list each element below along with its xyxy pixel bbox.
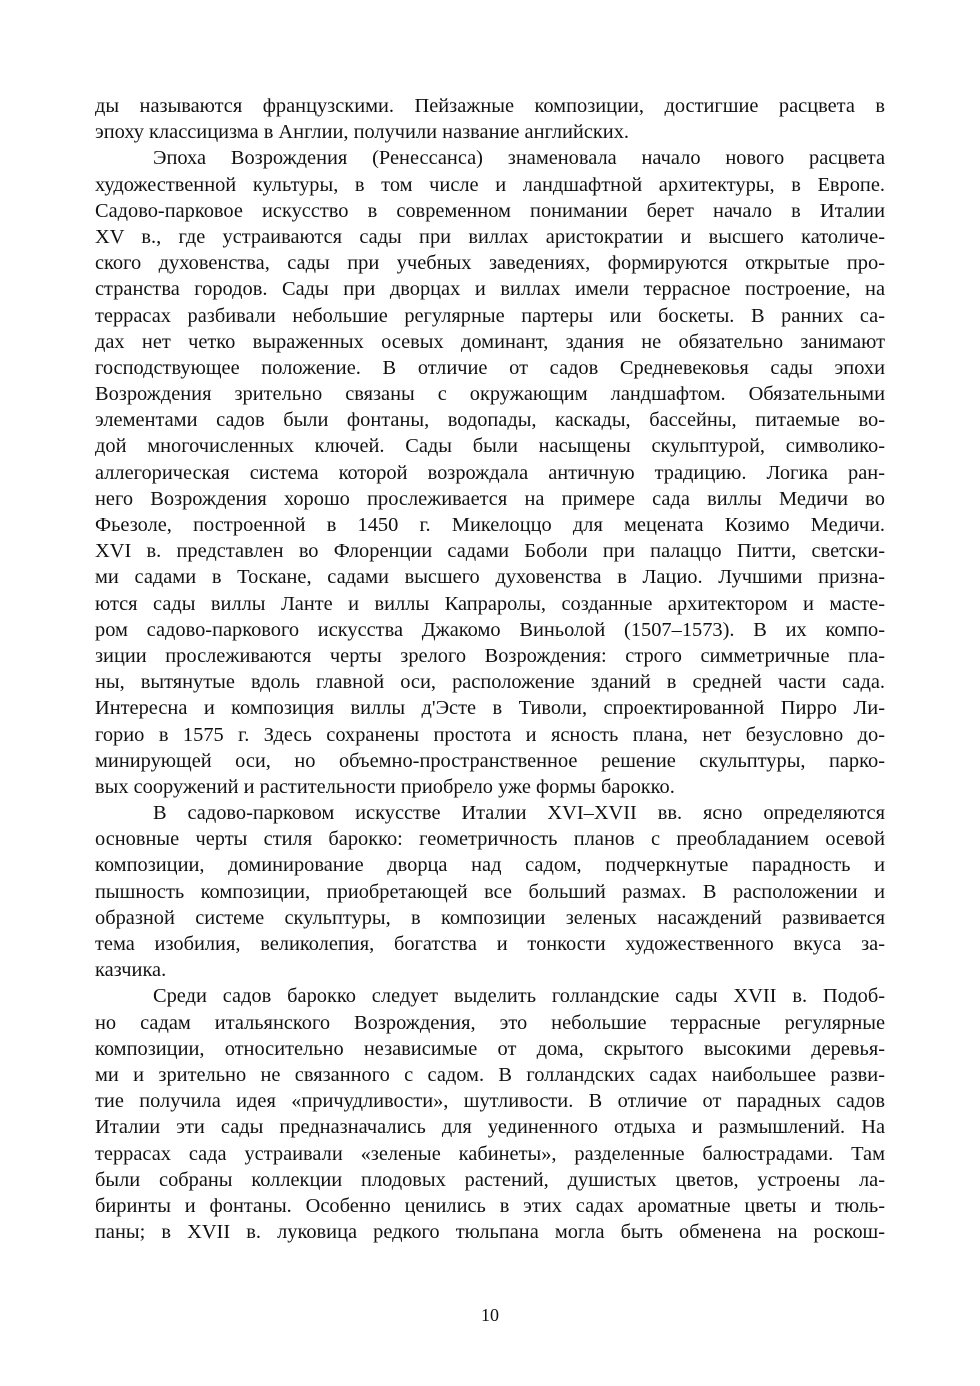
text-line: XV в., где устраиваются сады при виллах аристократии и высшего католиче- xyxy=(95,225,885,248)
text-line: Италии эти сады предназначались для уединенного отдыха и размышлений. На xyxy=(95,1116,885,1139)
text-line: образной системе скульптуры, в композиции зеленых насаждений развивается xyxy=(95,906,885,929)
text-line: ми и зрительно не связанного с садом. В голландских садах наибольшее разви- xyxy=(95,1063,885,1086)
text-line: странства городов. Сады при дворцах и виллах имели террасное построение, на xyxy=(95,278,885,301)
text-line: ны, вытянутые вдоль главной оси, расположение зданий в средней части сада. xyxy=(95,671,885,694)
text-line: дах нет четко выраженных осевых доминант, здания не обязательно занимают xyxy=(95,330,885,353)
text-line: господствующее положение. В отличие от садов Средневековья сады эпохи xyxy=(95,356,885,379)
page-number: 10 xyxy=(481,1305,499,1325)
text-line: ми садами в Тоскане, садами высшего духовенства в Лацио. Лучшими призна- xyxy=(95,566,885,589)
text-line: Эпоха Возрождения (Ренессанса) знаменовала начало нового расцвета xyxy=(153,147,885,170)
text-line: ром садово-паркового искусства Джакомо Виньолой (1507–1573). В их компо- xyxy=(95,618,885,641)
text-line: ды называются французскими. Пейзажные композиции, достигшие расцвета в xyxy=(95,95,885,117)
text-line: Садово-парковое искусство в современном понимании берет начало в Италии xyxy=(95,199,885,222)
text-line: дой многочисленных ключей. Сады были насыщены скульптурой, символико- xyxy=(95,435,885,458)
paragraph xyxy=(95,145,885,800)
text-line: паны; в XVII в. луковица редкого тюльпана могла быть обменена на роскош- xyxy=(95,1221,885,1244)
paragraph xyxy=(95,93,885,145)
text-line: элементами садов были фонтаны, водопады, каскады, бассейны, питаемые во- xyxy=(95,409,885,432)
text-line: горио в 1575 г. Здесь сохранены простота и ясность плана, нет безусловно до- xyxy=(95,723,885,746)
text-line: художественной культуры, в том числе и ландшафтной архитектуры, в Европе. xyxy=(95,173,885,196)
text-line: минирующей оси, но объемно-пространственное решение скульптуры, парко- xyxy=(95,749,885,772)
text-line: тема изобилия, великолепия, богатства и тонкости художественного вкуса за- xyxy=(95,933,885,955)
page-body xyxy=(95,93,885,1245)
text-line: биринты и фонтаны. Особенно ценились в этих садах ароматные цветы и тюль- xyxy=(95,1194,885,1217)
text-line: тие получила идея «причудливости», шутливости. В отличие от парадных садов xyxy=(95,1090,885,1113)
text-line: Возрождения зрительно связаны с окружающим ландшафтом. Обязательными xyxy=(95,383,885,406)
text-line: XVI в. представлен во Флоренции садами Боболи при палаццо Питти, светски- xyxy=(95,540,885,563)
text-line: Среди садов барокко следует выделить голландские сады XVII в. Подоб- xyxy=(153,985,885,1008)
text-line: террасах разбивали небольшие регулярные партеры или боскеты. В ранних са- xyxy=(95,304,885,327)
paragraph xyxy=(95,983,885,1245)
text-line: Интересна и композиция виллы д'Эсте в Тиволи, спроектированной Пирро Ли- xyxy=(95,697,885,720)
text-line: казчика. xyxy=(95,959,167,982)
text-line: ются сады виллы Ланте и виллы Капраролы, созданные архитектором и масте- xyxy=(95,592,885,615)
text-line: эпоху классицизма в Англии, получили название английских. xyxy=(95,121,630,144)
text-line: аллегорическая система которой возрождала античную традицию. Логика ран- xyxy=(95,461,885,484)
text-line: композиции, доминирование дворца над садом, подчеркнутые парадность и xyxy=(95,854,885,877)
text-line: были собраны коллекции плодовых растений, душистых цветов, устроены ла- xyxy=(95,1168,885,1191)
text-line: него Возрождения хорошо прослеживается на примере сада виллы Медичи во xyxy=(95,487,885,510)
text-line: основные черты стиля барокко: геометричность планов с преобладанием осевой xyxy=(95,828,885,851)
text-line: вых сооружений и растительности приобрело уже формы барокко. xyxy=(95,775,675,798)
text-line: но садам итальянского Возрождения, это небольшие террасные регулярные xyxy=(95,1011,885,1034)
text-line: В садово-парковом искусстве Италии XVI–XVII вв. ясно определяются xyxy=(153,802,885,825)
text-line: террасах сада устраивали «зеленые кабинеты», разделенные балюстрадами. Там xyxy=(95,1142,885,1165)
text-line: пышность композиции, приобретающей все больший размах. В расположении и xyxy=(95,880,885,903)
text-line: ского духовенства, сады при учебных заведениях, формируются открытые про- xyxy=(95,252,885,275)
paragraph xyxy=(95,800,885,983)
text-line: зиции прослеживаются черты зрелого Возрождения: строго симметричные пла- xyxy=(95,644,885,667)
text-line: композиции, относительно независимые от дома, скрытого высокими деревья- xyxy=(95,1037,885,1060)
text-line: Фьезоле, построенной в 1450 г. Микелоццо для мецената Козимо Медичи. xyxy=(95,514,885,536)
